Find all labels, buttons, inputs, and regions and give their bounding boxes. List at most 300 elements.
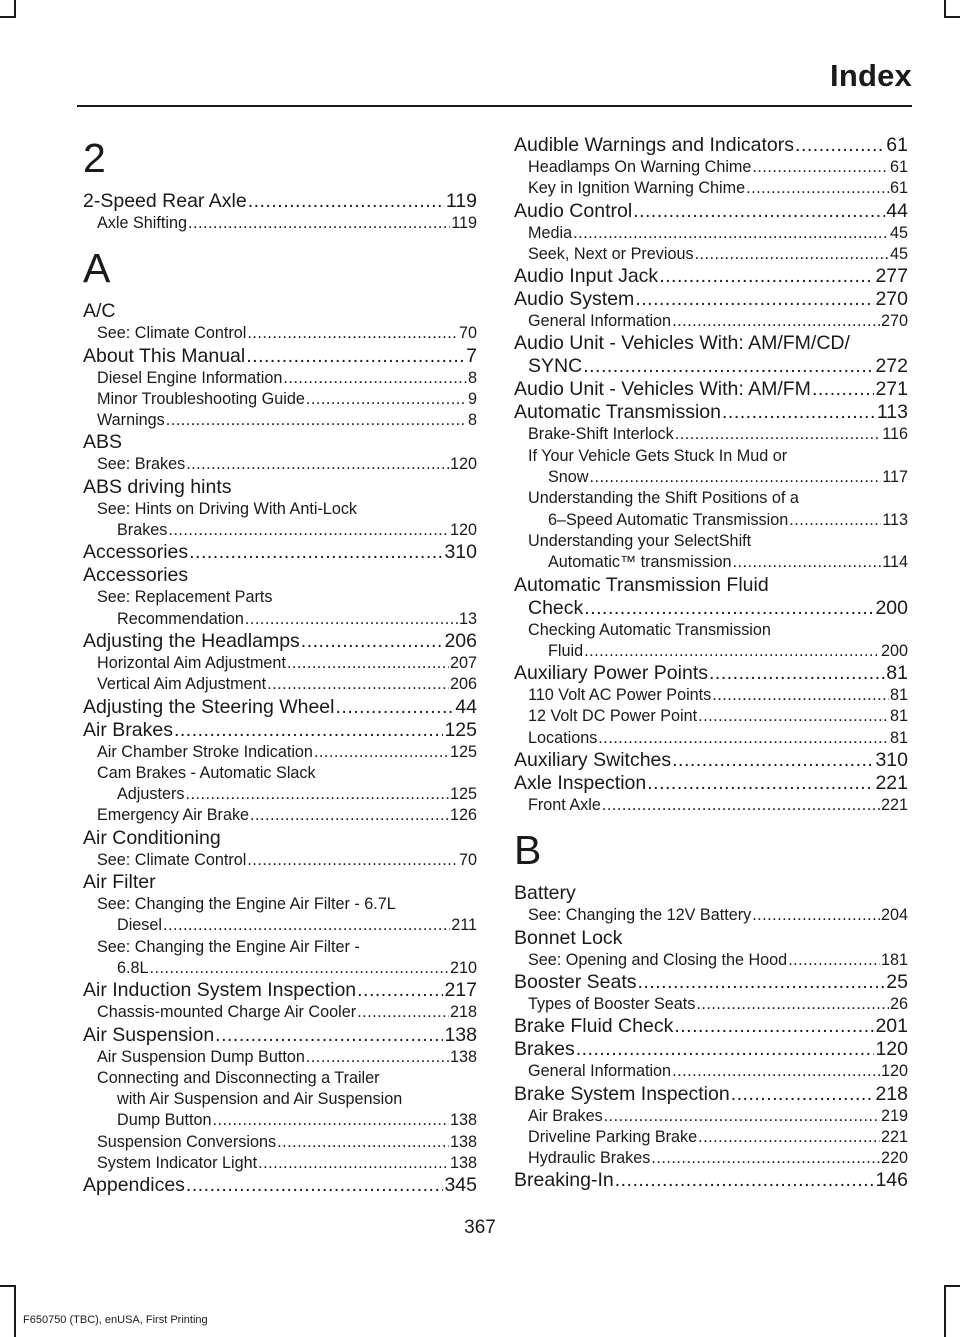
entry-label: Emergency Air Brake [97, 806, 250, 825]
entry-page-number: 206 [444, 629, 477, 652]
entry-page-number: 81 [886, 662, 908, 685]
index-entry[interactable] [83, 696, 477, 719]
index-subentry[interactable] [83, 410, 477, 431]
entry-label: Battery [514, 882, 576, 905]
entry-page-number: 201 [875, 1015, 908, 1038]
dot-leader [709, 662, 885, 685]
entry-label: Locations [528, 728, 598, 747]
entry-label: See: Climate Control [97, 324, 247, 343]
entry-page-number: 61 [886, 134, 908, 156]
index-entry[interactable] [83, 1024, 477, 1047]
index-entry[interactable] [83, 1174, 477, 1197]
dot-leader [731, 1083, 875, 1106]
index-subentry[interactable] [83, 805, 477, 826]
entry-label: Checking Automatic Transmission [528, 620, 771, 639]
entry-page-number: 218 [875, 1082, 908, 1105]
entry-page-number: 220 [880, 1149, 908, 1168]
dot-leader [306, 389, 467, 410]
dot-leader [675, 424, 881, 445]
dot-leader [189, 541, 443, 564]
page-title: Index [830, 58, 912, 93]
dot-leader [615, 1169, 875, 1192]
crop-mark-top-right-h [944, 16, 960, 18]
index-subentry[interactable] [83, 609, 477, 630]
entry-page-number: 81 [889, 728, 908, 747]
dot-leader [314, 742, 449, 763]
dot-leader [186, 454, 449, 475]
entry-page-number: 221 [880, 796, 908, 815]
index-entry[interactable] [514, 200, 908, 223]
index-entry[interactable] [514, 927, 908, 950]
entry-page-number: 138 [449, 1132, 477, 1151]
index-subentry[interactable] [514, 728, 908, 749]
entry-page-number: 25 [886, 970, 908, 993]
entry-page-number: 138 [449, 1154, 477, 1173]
index-subentry[interactable] [83, 1153, 477, 1174]
entry-page-number: 310 [444, 541, 477, 564]
entry-label: Chassis-mounted Charge Air Cooler [97, 1003, 357, 1022]
entry-label: with Air Suspension and Air Suspension [117, 1090, 403, 1109]
index-entry[interactable] [514, 401, 908, 424]
dot-leader [722, 401, 876, 424]
entry-page-number: 218 [449, 1003, 477, 1022]
dot-leader [163, 915, 450, 936]
index-subentry[interactable] [514, 795, 908, 816]
entry-label: See: Opening and Closing the Hood [528, 950, 788, 969]
dot-leader [695, 244, 889, 265]
index-column-right [514, 134, 908, 1192]
index-subentry[interactable] [83, 958, 477, 979]
entry-label: Air Brakes [528, 1106, 603, 1125]
entry-page-number: 119 [451, 214, 477, 232]
index-column-left [83, 134, 477, 1197]
entry-page-number: 204 [880, 906, 908, 925]
dot-leader [584, 597, 874, 620]
dot-leader [651, 1148, 880, 1169]
dot-leader [247, 323, 458, 344]
entry-page-number: 277 [875, 265, 908, 288]
index-subentry[interactable] [83, 499, 477, 520]
entry-label: Check [528, 596, 584, 619]
index-entry[interactable] [83, 345, 477, 368]
entry-page-number: 120 [449, 455, 477, 474]
dot-leader [752, 157, 889, 178]
entry-label: Bonnet Lock [514, 926, 623, 949]
entry-page-number: 117 [882, 468, 908, 487]
dot-leader [174, 719, 444, 742]
dot-leader [584, 641, 880, 662]
entry-label: ABS driving hints [83, 475, 232, 498]
entry-page-number: 200 [875, 596, 908, 619]
entry-label: Breaking-In [514, 1169, 614, 1192]
dot-leader [185, 784, 449, 805]
index-subentry[interactable] [514, 641, 908, 662]
crop-mark-top-left-h [0, 16, 16, 18]
entry-label: Understanding the Shift Positions of a [528, 489, 799, 508]
entry-label: Adjusters [117, 785, 185, 804]
index-subentry[interactable] [83, 674, 477, 695]
dot-leader [150, 958, 449, 979]
entry-label: Snow [548, 468, 589, 487]
dot-leader [698, 1127, 880, 1148]
index-entry[interactable] [514, 288, 908, 311]
dot-leader [672, 1061, 880, 1082]
entry-page-number: 119 [445, 190, 477, 212]
dot-leader [698, 706, 889, 727]
entry-label: Automatic Transmission [514, 401, 721, 424]
dot-leader [301, 630, 444, 653]
entry-page-number: 44 [886, 199, 908, 222]
index-entry[interactable] [83, 630, 477, 653]
entry-label: Types of Booster Seats [528, 994, 696, 1013]
entry-page-number: 125 [449, 742, 477, 761]
index-subentry[interactable] [514, 905, 908, 926]
entry-label: SYNC [528, 355, 583, 378]
entry-page-number: 270 [875, 288, 908, 311]
entry-label: Brake System Inspection [514, 1082, 730, 1105]
entry-label: Automatic™ transmission [548, 553, 732, 572]
entry-page-number: 7 [466, 344, 477, 367]
dot-leader [212, 1110, 449, 1131]
index-entry[interactable] [514, 355, 908, 378]
entry-label: Hydraulic Brakes [528, 1149, 651, 1168]
dot-leader [647, 772, 874, 795]
index-subentry[interactable] [83, 520, 477, 541]
index-subentry[interactable] [514, 223, 908, 244]
dot-leader [672, 749, 874, 772]
entry-page-number: 44 [455, 695, 477, 718]
index-subentry[interactable] [83, 389, 477, 410]
index-entry[interactable] [514, 597, 908, 620]
entry-label: Cam Brakes - Automatic Slack [97, 763, 316, 782]
entry-label: Understanding your SelectShift [528, 531, 752, 550]
entry-label: Air Filter [83, 871, 156, 894]
dot-leader [598, 728, 889, 749]
index-subentry[interactable] [514, 311, 908, 332]
entry-page-number: 207 [449, 653, 477, 672]
entry-label: Suspension Conversions [97, 1132, 277, 1151]
dot-leader [633, 200, 885, 223]
index-subentry[interactable] [514, 706, 908, 727]
entry-page-number: 8 [467, 368, 477, 387]
entry-label: See: Replacement Parts [97, 588, 273, 607]
entry-page-number: 146 [875, 1169, 908, 1192]
entry-page-number: 70 [458, 324, 477, 343]
index-entry[interactable] [83, 979, 477, 1002]
index-entry[interactable] [83, 564, 477, 587]
dot-leader [248, 190, 445, 213]
dot-leader [573, 223, 889, 244]
entry-label: See: Climate Control [97, 850, 247, 869]
index-subentry[interactable] [83, 213, 477, 234]
index-entry[interactable] [514, 265, 908, 288]
index-subentry[interactable] [83, 587, 477, 608]
dot-leader [186, 1174, 444, 1197]
index-subentry[interactable] [83, 1089, 477, 1110]
entry-page-number: 113 [876, 401, 908, 424]
index-entry[interactable] [83, 719, 477, 742]
dot-leader [168, 520, 449, 541]
dot-leader [795, 134, 885, 157]
entry-label: 2-Speed Rear Axle [83, 190, 247, 212]
index-subentry[interactable] [514, 552, 908, 573]
index-subentry[interactable] [83, 742, 477, 763]
entry-label: Axle Shifting [97, 214, 187, 232]
entry-label: Front Axle [528, 796, 601, 815]
entry-page-number: 26 [889, 994, 908, 1013]
index-subentry[interactable] [514, 244, 908, 265]
dot-leader [637, 971, 885, 994]
index-subentry[interactable] [83, 850, 477, 871]
entry-page-number: 270 [880, 312, 908, 331]
entry-label: Audio Input Jack [514, 265, 659, 288]
entry-label: Key in Ignition Warning Chime [528, 179, 746, 198]
index-subentry[interactable] [514, 685, 908, 706]
entry-label: System Indicator Light [97, 1154, 258, 1173]
entry-label: Adjusting the Headlamps [83, 629, 300, 652]
index-entry[interactable] [514, 574, 908, 597]
dot-leader [752, 905, 880, 926]
index-subentry[interactable] [83, 1110, 477, 1131]
entry-page-number: 116 [882, 425, 908, 444]
index-entry[interactable] [514, 1038, 908, 1061]
entry-label: Audible Warnings and Indicators [514, 134, 795, 156]
dot-leader [306, 1047, 449, 1068]
entry-page-number: 272 [875, 355, 908, 378]
index-entry[interactable] [83, 190, 477, 213]
entry-page-number: 114 [882, 553, 908, 572]
index-entry[interactable] [514, 1169, 908, 1192]
index-subentry[interactable] [83, 763, 477, 784]
entry-page-number: 9 [467, 389, 477, 408]
entry-page-number: 200 [880, 641, 908, 660]
entry-label: General Information [528, 1062, 672, 1081]
dot-leader [247, 850, 458, 871]
index-subentry[interactable] [83, 653, 477, 674]
entry-page-number: 120 [880, 1062, 908, 1081]
index-entry[interactable] [83, 476, 477, 499]
index-subentry[interactable] [514, 1061, 908, 1082]
entry-label: Horizontal Aim Adjustment [97, 653, 286, 672]
index-subentry[interactable] [83, 454, 477, 475]
entry-page-number: 221 [875, 772, 908, 795]
entry-label: 6–Speed Automatic Transmission [548, 510, 789, 529]
dot-leader [812, 378, 875, 401]
entry-page-number: 81 [889, 707, 908, 726]
entry-page-number: 221 [880, 1127, 908, 1146]
entry-label: Accessories [83, 541, 189, 564]
index-subentry[interactable] [83, 368, 477, 389]
dot-leader [635, 288, 874, 311]
entry-label: Air Chamber Stroke Indication [97, 742, 313, 761]
dot-leader [245, 609, 458, 630]
entry-page-number: 113 [882, 510, 908, 529]
index-entry[interactable] [514, 332, 908, 355]
index-subentry[interactable] [83, 1047, 477, 1068]
index-entry[interactable] [83, 541, 477, 564]
index-subentry[interactable] [514, 1148, 908, 1169]
entry-label: Recommendation [117, 609, 244, 628]
index-entry[interactable] [514, 1015, 908, 1038]
dot-leader [277, 1132, 449, 1153]
entry-label: Headlamps On Warning Chime [528, 158, 752, 176]
dot-leader [283, 368, 467, 389]
index-subentry[interactable] [83, 323, 477, 344]
crop-mark-bottom-left-h [0, 1285, 16, 1287]
entry-label: If Your Vehicle Gets Stuck In Mud or [528, 446, 788, 465]
dot-leader [188, 213, 450, 234]
entry-label: Accessories [83, 564, 189, 587]
entry-label: 110 Volt AC Power Points [528, 686, 712, 705]
index-subentry[interactable] [514, 178, 908, 199]
entry-page-number: 219 [880, 1106, 908, 1125]
dot-leader [659, 265, 874, 288]
dot-leader [246, 345, 465, 368]
index-subentry[interactable] [514, 950, 908, 971]
entry-page-number: 45 [889, 223, 908, 242]
entry-page-number: 217 [444, 979, 477, 1002]
entry-label: Audio Control [514, 199, 633, 222]
entry-label: General Information [528, 312, 672, 331]
entry-label: Air Suspension [83, 1023, 215, 1046]
entry-label: See: Hints on Driving With Anti-Lock [97, 499, 358, 518]
index-subentry[interactable] [514, 620, 908, 641]
dot-leader [696, 994, 889, 1015]
entry-label: Booster Seats [514, 970, 637, 993]
dot-leader [250, 805, 449, 826]
entry-label: Brakes [514, 1038, 575, 1061]
entry-label: Connecting and Disconnecting a Trailer [97, 1068, 380, 1087]
entry-label: See: Changing the Engine Air Filter - 6.7L [97, 895, 396, 914]
header-rule [77, 105, 912, 107]
entry-label: Appendices [83, 1174, 185, 1197]
entry-label: See: Changing the Engine Air Filter - [97, 937, 360, 956]
index-subentry[interactable] [83, 784, 477, 805]
dot-leader [746, 178, 889, 199]
entry-page-number: 125 [444, 718, 477, 741]
dot-leader [672, 311, 880, 332]
entry-page-number: 120 [875, 1038, 908, 1061]
index-subentry[interactable] [514, 467, 908, 488]
entry-page-number: 45 [889, 244, 908, 263]
index-subentry[interactable] [514, 531, 908, 552]
dot-leader [583, 355, 874, 378]
index-subentry[interactable] [514, 424, 908, 445]
index-subentry[interactable] [514, 510, 908, 531]
entry-label: Automatic Transmission Fluid [514, 573, 769, 596]
crop-mark-bottom-left [14, 1285, 16, 1337]
entry-label: About This Manual [83, 344, 246, 367]
index-subentry[interactable] [514, 1127, 908, 1148]
index-subentry[interactable] [83, 894, 477, 915]
index-section-letter: A [83, 245, 111, 292]
entry-label: Auxiliary Switches [514, 749, 672, 772]
dot-leader [335, 696, 454, 719]
index-subentry[interactable] [514, 157, 908, 178]
index-subentry[interactable] [83, 1002, 477, 1023]
index-entry[interactable] [514, 772, 908, 795]
index-subentry[interactable] [514, 1106, 908, 1127]
index-entry[interactable] [83, 827, 477, 850]
entry-label: Media [528, 223, 573, 242]
entry-label: Air Suspension Dump Button [97, 1047, 305, 1066]
index-subentry[interactable] [83, 1132, 477, 1153]
entry-label: Warnings [97, 411, 165, 430]
page-number: 367 [464, 1217, 496, 1238]
dot-leader [576, 1038, 875, 1061]
entry-label: Air Induction System Inspection [83, 979, 357, 1002]
entry-page-number: 210 [449, 958, 477, 977]
entry-label: Air Brakes [83, 718, 173, 741]
entry-page-number: 310 [875, 749, 908, 772]
entry-label: 12 Volt DC Power Point [528, 707, 698, 726]
dot-leader [267, 674, 449, 695]
dot-leader [166, 410, 467, 431]
index-subentry[interactable] [83, 915, 477, 936]
entry-page-number: 345 [444, 1174, 477, 1197]
dot-leader [674, 1015, 874, 1038]
entry-label: Auxiliary Power Points [514, 662, 708, 685]
dot-leader [287, 653, 449, 674]
index-subentry[interactable] [83, 937, 477, 958]
entry-page-number: 138 [449, 1047, 477, 1066]
crop-mark-bottom-right-h [944, 1285, 960, 1287]
crop-mark-bottom-right [944, 1285, 946, 1337]
dot-leader [215, 1024, 443, 1047]
entry-label: Axle Inspection [514, 772, 647, 795]
entry-label: Diesel Engine Information [97, 368, 283, 387]
index-section-letter: B [514, 827, 542, 874]
index-entry[interactable] [514, 749, 908, 772]
index-entry[interactable] [514, 1083, 908, 1106]
entry-label: Diesel [117, 916, 162, 935]
index-entry[interactable] [83, 300, 477, 323]
entry-label: Brakes [117, 521, 168, 540]
index-subentry[interactable] [514, 994, 908, 1015]
entry-label: See: Changing the 12V Battery [528, 906, 752, 925]
index-entry[interactable] [514, 662, 908, 685]
entry-page-number: 8 [467, 411, 477, 430]
index-entry[interactable] [514, 882, 908, 905]
index-entry[interactable] [514, 971, 908, 994]
entry-page-number: 13 [458, 609, 477, 628]
dot-leader [357, 1002, 449, 1023]
entry-label: ABS [83, 431, 123, 454]
entry-label: Minor Troubleshooting Guide [97, 389, 305, 408]
entry-page-number: 181 [880, 950, 908, 969]
entry-label: Audio Unit - Vehicles With: AM/FM/CD/ [514, 332, 850, 355]
entry-label: Dump Button [117, 1111, 212, 1130]
entry-label: Seek, Next or Previous [528, 244, 694, 263]
index-subentry[interactable] [83, 1068, 477, 1089]
index-entry[interactable] [514, 378, 908, 401]
footer-text: F650750 (TBC), enUSA, First Printing [23, 1314, 208, 1326]
entry-label: Brake-Shift Interlock [528, 425, 674, 444]
index-entry[interactable] [514, 134, 908, 157]
index-subentry[interactable] [514, 446, 908, 467]
dot-leader [258, 1153, 449, 1174]
entry-label: Vertical Aim Adjustment [97, 675, 267, 694]
entry-label: Driveline Parking Brake [528, 1127, 698, 1146]
dot-leader [357, 979, 443, 1002]
entry-label: Audio Unit - Vehicles With: AM/FM [514, 378, 811, 401]
entry-page-number: 61 [889, 158, 908, 176]
dot-leader [604, 1106, 880, 1127]
index-subentry[interactable] [514, 488, 908, 509]
index-entry[interactable] [83, 871, 477, 894]
index-entry[interactable] [83, 431, 477, 454]
entry-label: Brake Fluid Check [514, 1015, 674, 1038]
